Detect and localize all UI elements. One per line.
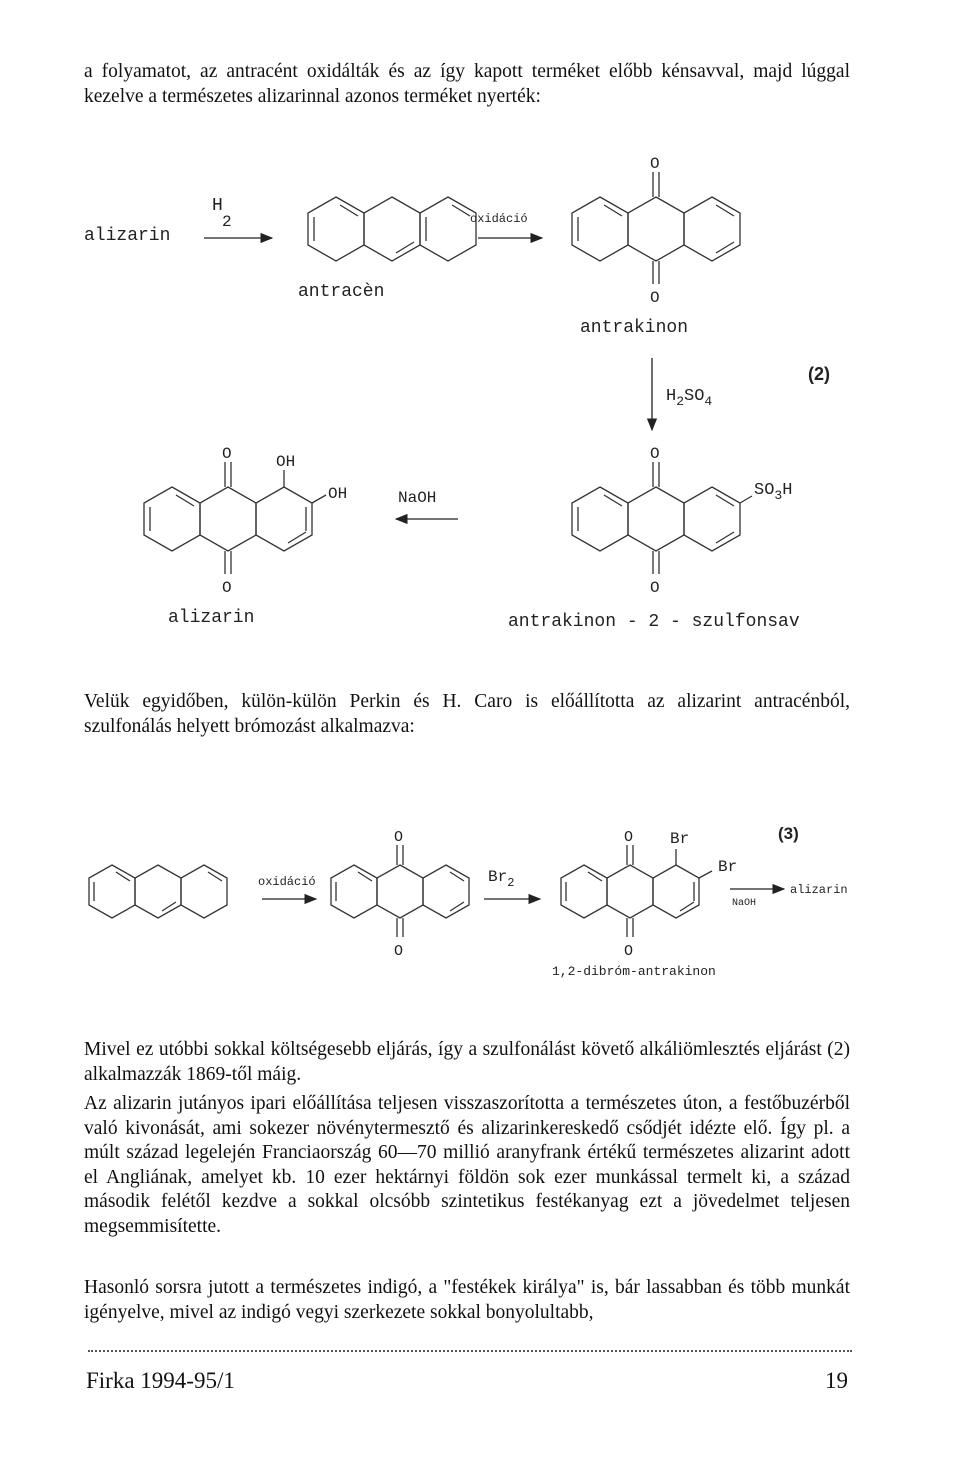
oxygen-top-4: O	[394, 829, 404, 846]
paragraph-3: Hasonló sorsra jutott a természetes indigó, a "festékek királya" is, bár lassabban és több munkát igényelve, mivel az indigó vegyi szerkezete sokkal bonyolultabb,	[84, 1277, 850, 1323]
sulfonic-acid-label: antrakinon - 2 - szulfonsav	[508, 612, 800, 632]
h2-label: H	[212, 196, 223, 216]
anthracene-structure	[308, 197, 476, 261]
reaction-scheme-3	[0, 815, 960, 1025]
dibromoanthraquinone-structure	[561, 845, 712, 937]
scheme2-number: (2)	[808, 364, 830, 384]
alizarin-start-label: alizarin	[84, 226, 171, 246]
alizarin-label-3: alizarin	[790, 883, 848, 897]
oxygen-bottom-2: O	[650, 579, 660, 597]
h2so4-label: $H_2SO_4$	[666, 387, 713, 409]
oxygen-bottom-4: O	[394, 943, 404, 960]
antracen-label: antracèn	[298, 282, 385, 302]
oxygen-top-2: O	[650, 445, 660, 463]
br2-label: $Br_2$	[488, 868, 515, 890]
naoh-label: NaOH	[398, 489, 437, 507]
paragraph-1: Mivel ez utóbbi sokkal költségesebb eljárás, így a szulfonálást követő alkáliömlesztés eljárást (2) alkalmazzák 1869-től máig.	[84, 1039, 850, 1085]
br-label-1: Br	[670, 830, 690, 848]
oxygen-top-5: O	[624, 829, 634, 846]
h2-sub: 2	[222, 213, 232, 231]
antrakinon-label: antrakinon	[580, 318, 689, 338]
oh-label-2: OH	[328, 485, 348, 503]
br-label-2: Br	[718, 858, 738, 876]
oxygen-bottom-1: O	[650, 289, 660, 307]
paragraph-2: Az alizarin jutányos ipari előállítása teljesen visszaszorította a természetes úton, a festőbuzérből való kivonását, ami sokezer növénytermesztő és alizarinkereskedő csődjét idézte elő. Így pl. a múlt század legelején Franciaország 60—70 millió aranyfrank értékű természetes alizarint adott el Angliának, amelyet kb. 10 ezer hektárnyi földön sok ezer munkással termelt ki, a század második felétől kezdve a sokkal olcsóbb szintetikus festékanyag ezt a jövedelmet teljesen megsemmisítette.	[84, 1093, 850, 1237]
reaction-scheme-2	[0, 110, 960, 670]
dibromo-label: 1,2-dibróm-antrakinon	[552, 964, 716, 979]
so3h-label: $SO_3H$	[754, 481, 793, 503]
oh-label-1: OH	[276, 453, 296, 471]
oxygen-top-1: O	[650, 155, 660, 173]
intro-paragraph: a folyamatot, az antracént oxidálták és az így kapott terméket előbb kénsavval, majd lúggal kezelve a természetes alizarinnal azonos terméket nyerték:	[84, 61, 850, 107]
footer-rule	[88, 1350, 852, 1352]
anthraquinone-structure	[572, 172, 740, 284]
page-number: 19	[825, 1368, 848, 1393]
oxidation-label-2: oxidáció	[258, 875, 316, 889]
oxygen-bottom-3: O	[222, 579, 232, 597]
naoh-label-2: NaOH	[732, 898, 757, 909]
oxygen-bottom-5: O	[624, 943, 634, 960]
middle-paragraph: Velük egyidőben, külön-külön Perkin és H. Caro is előállította az alizarint antracénból, szulfonálás helyett brómozást alkalmazva:	[84, 691, 850, 737]
journal-name: Firka 1994-95/1	[86, 1368, 235, 1393]
alizarin-end-label: alizarin	[168, 608, 255, 628]
scheme3-number: (3)	[778, 824, 799, 843]
oxygen-top-3: O	[222, 445, 232, 463]
anthracene-structure-2	[89, 865, 227, 918]
sulfonic-acid-structure	[572, 462, 752, 574]
oxidation-label: oxidáció	[470, 212, 528, 226]
anthraquinone-structure-2	[331, 845, 469, 937]
alizarin-structure	[144, 462, 326, 574]
